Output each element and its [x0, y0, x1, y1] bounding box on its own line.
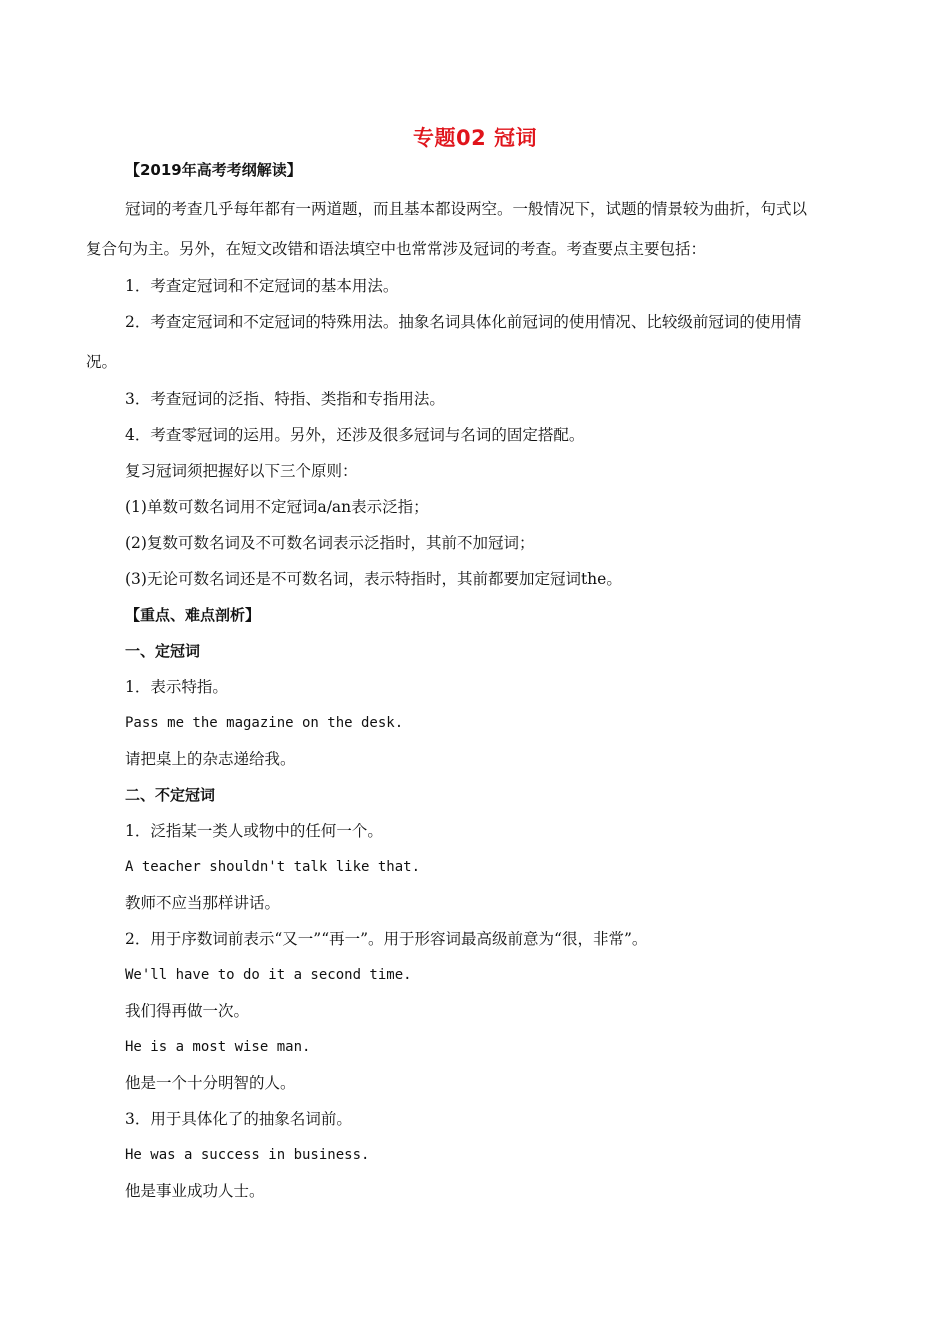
point-4: 4．考查零冠词的运用。另外，还涉及很多冠词与名词的固定搭配。 [125, 426, 585, 444]
section2-example-2-chinese: 我们得再做一次。 [125, 1002, 250, 1020]
point-1: 1．考查定冠词和不定冠词的基本用法。 [125, 277, 399, 295]
principle-3: (3)无论可数名词还是不可数名词，表示特指时，其前都要加定冠词the。 [125, 570, 622, 588]
intro-line-2: 复合句为主。另外，在短文改错和语法填空中也常常涉及冠词的考查。考查要点主要包括： [86, 240, 707, 258]
section2-rule-1: 1．泛指某一类人或物中的任何一个。 [125, 822, 383, 840]
point-2-continued: 况。 [86, 353, 118, 371]
section2-rule-2: 2．用于序数词前表示“又一”“再一”。用于形容词最高级前意为“很，非常”。 [125, 930, 648, 948]
section2-example-2-english: We'll have to do it a second time. [125, 967, 412, 983]
section2-example-4-chinese: 他是事业成功人士。 [125, 1182, 265, 1200]
outline-heading: 【2019年高考考纲解读】 [125, 161, 302, 179]
section2-example-1-chinese: 教师不应当那样讲话。 [125, 894, 281, 912]
section2-example-3-english: He is a most wise man. [125, 1039, 311, 1055]
principles-intro: 复习冠词须把握好以下三个原则： [125, 462, 358, 480]
analysis-heading: 【重点、难点剖析】 [125, 606, 261, 624]
principle-2: (2)复数可数名词及不可数名词表示泛指时，其前不加冠词； [125, 534, 535, 552]
point-2: 2．考查定冠词和不定冠词的特殊用法。抽象名词具体化前冠词的使用情况、比较级前冠词的使用情 [125, 313, 802, 331]
section2-example-4-english: He was a success in business. [125, 1147, 370, 1163]
principle-1: (1)单数可数名词用不定冠词a/an表示泛指； [125, 498, 429, 516]
intro-line-1: 冠词的考查几乎每年都有一两道题，而且基本都设两空。一般情况下，试题的情景较为曲折，句式以 [125, 200, 808, 218]
section1-example-1-chinese: 请把桌上的杂志递给我。 [125, 750, 296, 768]
document-title: 专题02 冠词 [412, 126, 538, 150]
section2-example-3-chinese: 他是一个十分明智的人。 [125, 1074, 296, 1092]
section1-rule-1: 1．表示特指。 [125, 678, 228, 696]
section2-rule-3: 3．用于具体化了的抽象名词前。 [125, 1110, 352, 1128]
point-3: 3．考查冠词的泛指、特指、类指和专指用法。 [125, 390, 445, 408]
section2-example-1-english: A teacher shouldn't talk like that. [125, 859, 421, 875]
section1-example-1-english: Pass me the magazine on the desk. [125, 715, 404, 731]
section-indefinite-article-heading: 二、不定冠词 [125, 786, 216, 804]
section-definite-article-heading: 一、定冠词 [125, 642, 201, 660]
